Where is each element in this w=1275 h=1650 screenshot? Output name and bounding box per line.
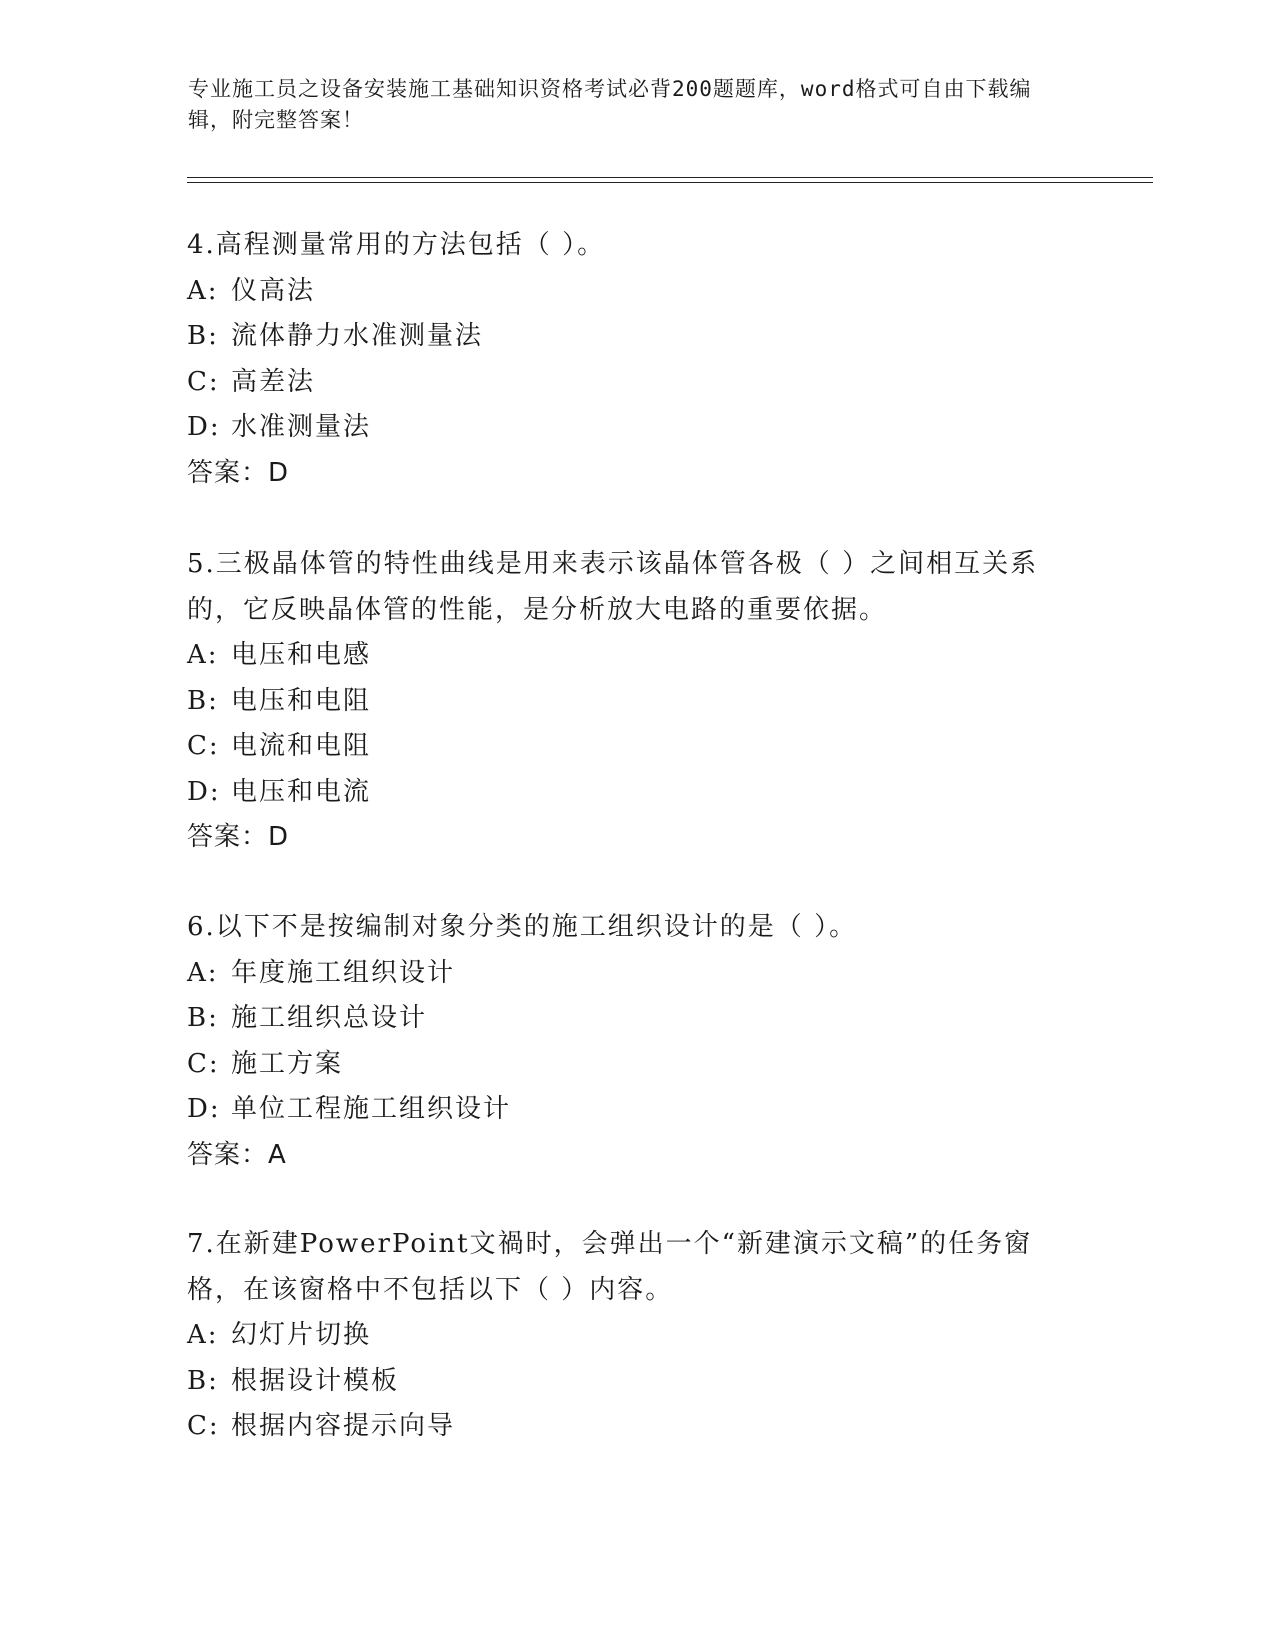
answer-text: 答案：D: [187, 822, 290, 852]
header-divider-bottom: [187, 182, 1153, 183]
option-d: [187, 770, 1087, 816]
option-label: C:: [187, 731, 220, 761]
option-d: [187, 405, 1087, 451]
option-text: 电流和电阻: [231, 731, 372, 761]
option-text: 电压和电流: [231, 776, 372, 807]
option-text: 施工方案: [231, 1048, 344, 1079]
option-text: 施工组织总设计: [231, 1003, 428, 1033]
option-text: 年度施工组织设计: [231, 957, 456, 988]
option-a: [187, 269, 1087, 315]
question-stem: 6.以下不是按编制对象分类的施工组织设计的是（ ）。: [187, 912, 858, 942]
option-text: 电压和电阻: [231, 685, 372, 716]
question-6: [187, 905, 1087, 1178]
option-text: 仪高法: [231, 275, 316, 306]
option-text: 根据内容提示向导: [231, 1411, 456, 1441]
option-c: [187, 1042, 1087, 1088]
document-header: 专业施工员之设备安装施工基础知识资格考试必背200题题库，word格式可自由下载编辑，附完整答案！: [188, 77, 1032, 132]
option-text: 流体静力水准测量法: [231, 321, 484, 351]
option-c: [187, 724, 1087, 770]
question-5: [187, 542, 1087, 861]
answer-text: 答案：D: [187, 457, 290, 488]
question-4: [187, 223, 1087, 496]
option-label: C:: [187, 366, 220, 397]
option-b: [187, 314, 1087, 360]
option-label: D:: [187, 776, 221, 807]
option-a: [187, 1313, 1087, 1359]
option-label: A:: [187, 957, 219, 988]
option-label: C:: [187, 1411, 220, 1441]
option-b: [187, 1359, 1087, 1405]
option-b: [187, 996, 1087, 1042]
option-a: [187, 633, 1087, 679]
option-label: B:: [187, 685, 219, 716]
question-stem: 7.在新建PowerPoint文禍时，会弹出一个“新建演示文稿”的任务窗格，在该窗格中不包括以下（ ）内容。: [187, 1229, 1033, 1305]
option-label: B:: [187, 321, 219, 351]
option-text: 根据设计模板: [231, 1365, 400, 1396]
option-d: [187, 1087, 1087, 1133]
option-text: 高差法: [231, 366, 316, 397]
option-label: B:: [187, 1003, 219, 1033]
option-label: A:: [187, 275, 219, 306]
question-stem: 4.高程测量常用的方法包括（ ）。: [187, 230, 606, 260]
option-text: 幻灯片切换: [231, 1320, 372, 1350]
option-text: 水准测量法: [231, 412, 372, 442]
option-c: [187, 360, 1087, 406]
option-label: C:: [187, 1048, 220, 1079]
option-label: B:: [187, 1365, 219, 1396]
option-c: [187, 1404, 1087, 1450]
question-7: [187, 1222, 1087, 1450]
header-divider-top: [187, 177, 1153, 178]
option-label: A:: [187, 1320, 219, 1350]
option-label: D:: [187, 1094, 221, 1124]
option-b: [187, 679, 1087, 725]
answer-text: 答案：A: [187, 1139, 287, 1170]
option-text: 单位工程施工组织设计: [231, 1094, 512, 1124]
option-a: [187, 951, 1087, 997]
option-label: D:: [187, 412, 221, 442]
question-stem: 5.三极晶体管的特性曲线是用来表示该晶体管各极（ ）之间相互关系的，它反映晶体管的性能，是分析放大电路的重要依据。: [187, 549, 1039, 625]
option-text: 电压和电感: [231, 640, 372, 670]
option-label: A:: [187, 640, 219, 670]
